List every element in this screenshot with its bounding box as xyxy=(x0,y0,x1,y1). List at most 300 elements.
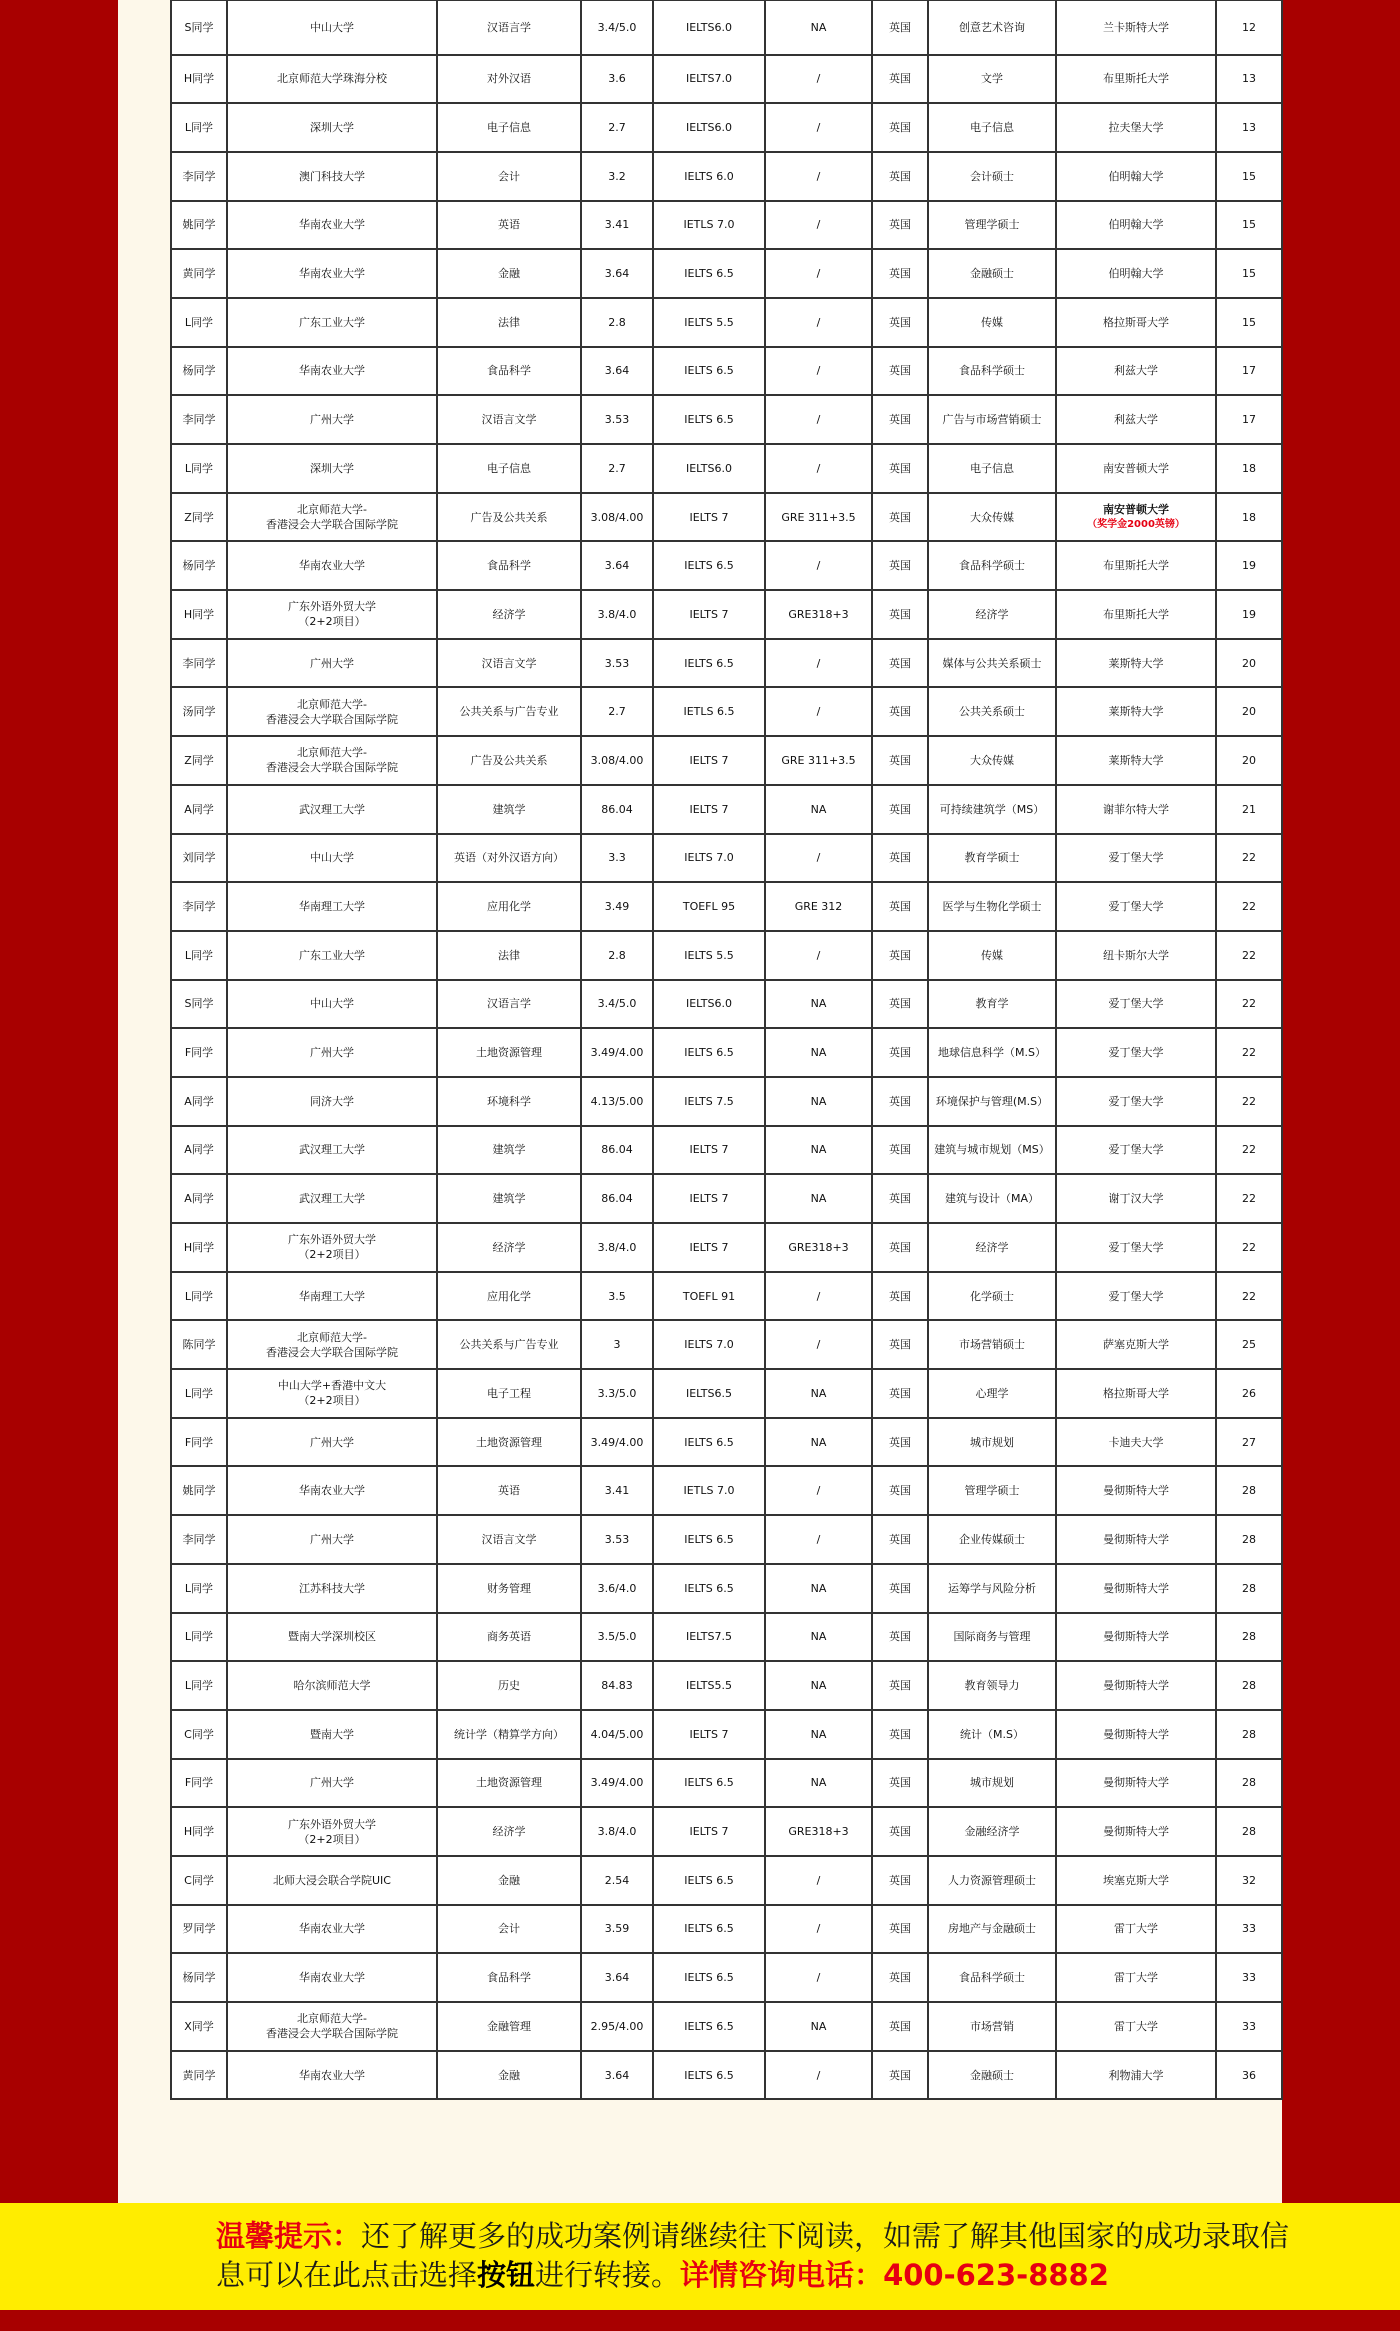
cell-text: 杨同学 xyxy=(182,559,216,573)
cell-text: 英国 xyxy=(889,1532,911,1546)
cell-rank xyxy=(1216,1320,1282,1369)
cell-text: IELTS 5.5 xyxy=(684,948,734,962)
cell-gre xyxy=(765,249,872,298)
table-row xyxy=(171,395,1282,444)
cell-text: 曼彻斯特大学 xyxy=(1103,1825,1169,1839)
cell-text: IELTS 6.5 xyxy=(684,364,734,378)
cell-text: 格拉斯哥大学 xyxy=(1103,315,1169,329)
cell-name xyxy=(171,103,227,152)
cell-rank xyxy=(1216,2051,1282,2100)
cell-rank xyxy=(1216,1807,1282,1856)
cell-country xyxy=(872,1223,928,1272)
cell-text: 金融经济学 xyxy=(964,1825,1020,1839)
cell-rank xyxy=(1216,882,1282,931)
cell-text: 英国 xyxy=(889,315,911,329)
cell-gre xyxy=(765,347,872,396)
cell-rank xyxy=(1216,493,1282,542)
table-row xyxy=(171,249,1282,298)
cell-major xyxy=(437,1126,581,1175)
cell-gre xyxy=(765,1613,872,1662)
cell-rank xyxy=(1216,347,1282,396)
cell-text: 姚同学 xyxy=(182,218,216,232)
cell-name xyxy=(171,590,227,639)
cell-school xyxy=(227,1320,437,1369)
cell-university xyxy=(1056,882,1216,931)
cell-program xyxy=(928,931,1056,980)
cell-language xyxy=(653,103,765,152)
cell-program xyxy=(928,444,1056,493)
cell-gpa xyxy=(581,1126,653,1175)
cell-text: / xyxy=(816,705,821,719)
cell-language xyxy=(653,1710,765,1759)
cell-text: 兰卡斯特大学 xyxy=(1103,20,1169,34)
cell-text: L同学 xyxy=(184,461,214,475)
cell-text: 汉语言文学 xyxy=(481,413,537,427)
cell-university xyxy=(1056,1953,1216,2002)
cell-gre xyxy=(765,1028,872,1077)
cell-gpa xyxy=(581,1515,653,1564)
cell-text: 86.04 xyxy=(601,1143,633,1157)
cell-text: 英国 xyxy=(889,753,911,767)
cell-text: 英国 xyxy=(889,413,911,427)
cell-text: NA xyxy=(810,1435,827,1449)
cell-text: IELTS 7.5 xyxy=(684,1094,734,1108)
cell-text: 华南农业大学 xyxy=(299,1971,365,1985)
cell-text: 萨塞克斯大学 xyxy=(1103,1338,1169,1352)
cell-text: GRE318+3 xyxy=(788,1240,849,1254)
cell-program xyxy=(928,1759,1056,1808)
table-row xyxy=(171,347,1282,396)
cell-text: 金融 xyxy=(498,2068,520,2082)
cell-language xyxy=(653,1953,765,2002)
cell-text: 3.08/4.00 xyxy=(590,510,644,524)
cell-country xyxy=(872,1759,928,1808)
cell-text: 3.5/5.0 xyxy=(597,1630,637,1644)
cell-university xyxy=(1056,1272,1216,1321)
cell-university xyxy=(1056,2051,1216,2100)
cell-program xyxy=(928,1613,1056,1662)
cell-text: 华南理工大学 xyxy=(299,900,365,914)
cell-text: 英国 xyxy=(889,1825,911,1839)
cell-language xyxy=(653,541,765,590)
cell-text: 广东外语外贸大学 （2+2项目） xyxy=(288,600,376,629)
cell-text: / xyxy=(816,1338,821,1352)
cell-university xyxy=(1056,1710,1216,1759)
cell-text: IELTS 7 xyxy=(689,753,729,767)
table-row xyxy=(171,1126,1282,1175)
cell-name xyxy=(171,2002,227,2051)
cell-text: 公共关系与广告专业 xyxy=(459,1338,559,1352)
cell-gre xyxy=(765,639,872,688)
cell-text: IELTS 6.5 xyxy=(684,1435,734,1449)
cell-text: 同济大学 xyxy=(310,1094,354,1108)
cell-school xyxy=(227,834,437,883)
cell-text: 英国 xyxy=(889,559,911,573)
cell-country xyxy=(872,1661,928,1710)
cell-text: 谢菲尔特大学 xyxy=(1103,802,1169,816)
cell-text: 4.13/5.00 xyxy=(590,1094,644,1108)
cell-country xyxy=(872,639,928,688)
cell-text: 法律 xyxy=(498,315,520,329)
cell-gpa xyxy=(581,493,653,542)
cell-text: 曼彻斯特大学 xyxy=(1103,1532,1169,1546)
cell-text: 文学 xyxy=(981,72,1003,86)
cell-text: 心理学 xyxy=(975,1386,1009,1400)
cell-text: NA xyxy=(810,20,827,34)
cell-major xyxy=(437,1,581,55)
table-row xyxy=(171,1028,1282,1077)
cell-text: 19 xyxy=(1242,559,1256,573)
cell-text: 爱丁堡大学 xyxy=(1108,1094,1164,1108)
cell-text: 英国 xyxy=(889,1289,911,1303)
cell-text: 3.64 xyxy=(604,267,630,281)
cell-country xyxy=(872,1,928,55)
cell-university xyxy=(1056,298,1216,347)
cell-text: 广东外语外贸大学 （2+2项目） xyxy=(288,1233,376,1262)
cell-rank xyxy=(1216,980,1282,1029)
cell-gpa xyxy=(581,103,653,152)
cell-text: IELTS 7 xyxy=(689,510,729,524)
cell-text: NA xyxy=(810,1046,827,1060)
cell-rank xyxy=(1216,1174,1282,1223)
cell-text: 北京师范大学珠海分校 xyxy=(277,72,387,86)
cell-text: 华南理工大学 xyxy=(299,1289,365,1303)
cell-text: 33 xyxy=(1242,1971,1256,1985)
cell-country xyxy=(872,736,928,785)
cell-text: 李同学 xyxy=(182,656,216,670)
cell-program xyxy=(928,1564,1056,1613)
cell-major xyxy=(437,1077,581,1126)
cell-text: / xyxy=(816,948,821,962)
cell-text: / xyxy=(816,218,821,232)
cell-text: 英国 xyxy=(889,1435,911,1449)
cell-rank xyxy=(1216,1223,1282,1272)
cell-school xyxy=(227,1418,437,1467)
cell-text: 食品科学硕士 xyxy=(959,1971,1025,1985)
cell-text: S同学 xyxy=(184,997,214,1011)
cell-major xyxy=(437,2051,581,2100)
cell-major xyxy=(437,347,581,396)
cell-name xyxy=(171,1661,227,1710)
cell-text: 爱丁堡大学 xyxy=(1108,1240,1164,1254)
cell-gre xyxy=(765,1272,872,1321)
cell-gre xyxy=(765,1564,872,1613)
cell-major xyxy=(437,55,581,104)
cell-text: 22 xyxy=(1242,948,1256,962)
cell-gre xyxy=(765,882,872,931)
cell-text: 教育学硕士 xyxy=(964,851,1020,865)
cell-university xyxy=(1056,980,1216,1029)
cell-text: 22 xyxy=(1242,1143,1256,1157)
cell-text: 企业传媒硕士 xyxy=(959,1532,1025,1546)
cell-program xyxy=(928,249,1056,298)
cell-text: L同学 xyxy=(184,121,214,135)
cell-country xyxy=(872,1515,928,1564)
cell-text: NA xyxy=(810,1143,827,1157)
cell-major xyxy=(437,931,581,980)
cell-university xyxy=(1056,1028,1216,1077)
cell-language xyxy=(653,590,765,639)
cell-rank xyxy=(1216,249,1282,298)
cell-text: 15 xyxy=(1242,315,1256,329)
cell-program xyxy=(928,882,1056,931)
cell-name xyxy=(171,1028,227,1077)
cell-school xyxy=(227,493,437,542)
cell-major xyxy=(437,1856,581,1905)
cell-major xyxy=(437,395,581,444)
cell-text: 城市规划 xyxy=(970,1435,1014,1449)
cell-name xyxy=(171,1,227,55)
cell-major xyxy=(437,590,581,639)
cell-program xyxy=(928,687,1056,736)
cell-school xyxy=(227,1,437,55)
cell-major xyxy=(437,1466,581,1515)
tip-text-part2: 进行转接。 xyxy=(535,2258,681,2292)
cell-text: 大众传媒 xyxy=(970,510,1014,524)
cell-text: 17 xyxy=(1242,413,1256,427)
cell-text: 医学与生物化学硕士 xyxy=(942,900,1042,914)
cell-school xyxy=(227,1515,437,1564)
cell-text: 英国 xyxy=(889,1338,911,1352)
cell-text: 爱丁堡大学 xyxy=(1108,1143,1164,1157)
cell-text: 3.64 xyxy=(604,1971,630,1985)
cell-text: 英国 xyxy=(889,169,911,183)
cell-gpa xyxy=(581,1807,653,1856)
cell-text: 英国 xyxy=(889,2019,911,2033)
cell-text: 3.5 xyxy=(608,1289,626,1303)
cell-school xyxy=(227,541,437,590)
cell-text: 利物浦大学 xyxy=(1108,2068,1164,2082)
cell-university xyxy=(1056,541,1216,590)
cell-text: Z同学 xyxy=(184,753,214,767)
cell-text: 英国 xyxy=(889,364,911,378)
cell-text: 13 xyxy=(1242,72,1256,86)
cell-text: 雷丁大学 xyxy=(1114,1922,1158,1936)
cell-text: GRE318+3 xyxy=(788,607,849,621)
cell-text: IELTS6.0 xyxy=(685,461,732,475)
table-row xyxy=(171,152,1282,201)
cell-text: IELTS 7 xyxy=(689,1727,729,1741)
cell-program xyxy=(928,1466,1056,1515)
table-row xyxy=(171,444,1282,493)
table-row xyxy=(171,1856,1282,1905)
table-row xyxy=(171,1223,1282,1272)
cell-text: 英国 xyxy=(889,1240,911,1254)
cell-text: 28 xyxy=(1242,1581,1256,1595)
cell-text: / xyxy=(816,72,821,86)
cell-text: 20 xyxy=(1242,705,1256,719)
cell-text: 3.53 xyxy=(604,413,630,427)
cell-text: 12 xyxy=(1242,20,1256,34)
cell-text: 食品科学硕士 xyxy=(959,559,1025,573)
cell-text: 广告及公共关系 xyxy=(470,510,548,524)
cell-text: 会计 xyxy=(498,169,520,183)
cell-text: 可持续建筑学（MS） xyxy=(939,802,1045,816)
cell-text: 埃塞克斯大学 xyxy=(1103,1873,1169,1887)
cell-country xyxy=(872,541,928,590)
cell-text: IELTS 6.5 xyxy=(684,1046,734,1060)
cell-country xyxy=(872,347,928,396)
cell-name xyxy=(171,1856,227,1905)
cell-major xyxy=(437,444,581,493)
cell-gpa xyxy=(581,1174,653,1223)
cell-text: 土地资源管理 xyxy=(476,1046,542,1060)
cell-university xyxy=(1056,55,1216,104)
cell-text: 33 xyxy=(1242,2019,1256,2033)
cell-major xyxy=(437,1759,581,1808)
table-row xyxy=(171,1613,1282,1662)
table-row xyxy=(171,1466,1282,1515)
table-row xyxy=(171,834,1282,883)
cell-text: 管理学硕士 xyxy=(964,218,1020,232)
cell-text: 暨南大学 xyxy=(310,1727,354,1741)
cell-text: 经济学 xyxy=(975,1240,1009,1254)
phone-number[interactable]: 400-623-8882 xyxy=(883,2258,1109,2292)
cell-major xyxy=(437,1174,581,1223)
cell-text: IELTS 7.0 xyxy=(684,851,734,865)
cell-text: 曼彻斯特大学 xyxy=(1103,1727,1169,1741)
cell-text: 3.08/4.00 xyxy=(590,753,644,767)
cell-language xyxy=(653,55,765,104)
cell-text: NA xyxy=(810,2019,827,2033)
cell-text: 15 xyxy=(1242,169,1256,183)
cell-gpa xyxy=(581,1466,653,1515)
cell-text: 经济学 xyxy=(492,1240,526,1254)
cell-major xyxy=(437,1661,581,1710)
cell-program xyxy=(928,785,1056,834)
cell-text: 电子工程 xyxy=(487,1386,531,1400)
cell-name xyxy=(171,201,227,250)
cell-text: 伯明翰大学 xyxy=(1108,218,1164,232)
cell-text: 华南农业大学 xyxy=(299,2068,365,2082)
table-row xyxy=(171,2002,1282,2051)
cell-text: GRE318+3 xyxy=(788,1825,849,1839)
cell-text: 英国 xyxy=(889,1971,911,1985)
cell-gpa xyxy=(581,395,653,444)
cell-name xyxy=(171,834,227,883)
cell-program xyxy=(928,1905,1056,1954)
cell-text: 哈尔滨师范大学 xyxy=(293,1679,371,1693)
cell-text: 中山大学+香港中文大 （2+2项目） xyxy=(277,1379,387,1408)
cell-gre xyxy=(765,1223,872,1272)
cell-school xyxy=(227,1272,437,1321)
cell-gre xyxy=(765,103,872,152)
cell-gpa xyxy=(581,1905,653,1954)
table-row xyxy=(171,541,1282,590)
cell-rank xyxy=(1216,590,1282,639)
cell-text: 拉夫堡大学 xyxy=(1108,121,1164,135)
cell-rank xyxy=(1216,1515,1282,1564)
table-row xyxy=(171,1710,1282,1759)
cell-text: 经济学 xyxy=(492,1825,526,1839)
cell-school xyxy=(227,444,437,493)
cell-name xyxy=(171,882,227,931)
cell-language xyxy=(653,1905,765,1954)
cell-text: 金融 xyxy=(498,1873,520,1887)
cell-text: 广州大学 xyxy=(310,1046,354,1060)
cell-text: 传媒 xyxy=(981,315,1003,329)
cell-text: 3.64 xyxy=(604,559,630,573)
cell-text: 刘同学 xyxy=(182,851,216,865)
cell-text: 杨同学 xyxy=(182,1971,216,1985)
cell-rank xyxy=(1216,1759,1282,1808)
cell-text: IELTS 6.5 xyxy=(684,559,734,573)
cell-text: A同学 xyxy=(184,1094,214,1108)
switch-button-word[interactable]: 按钮 xyxy=(477,2258,536,2292)
cell-text: C同学 xyxy=(184,1873,214,1887)
cell-language xyxy=(653,2051,765,2100)
cell-text: 英国 xyxy=(889,656,911,670)
cell-gpa xyxy=(581,55,653,104)
cell-text: 3.6/4.0 xyxy=(597,1581,637,1595)
cell-text: 广告及公共关系 xyxy=(470,753,548,767)
cell-text: 李同学 xyxy=(182,169,216,183)
cell-program xyxy=(928,1,1056,55)
cell-text: 3.64 xyxy=(604,364,630,378)
cell-gpa xyxy=(581,1369,653,1418)
cell-university xyxy=(1056,1613,1216,1662)
cell-major xyxy=(437,1272,581,1321)
cell-rank xyxy=(1216,395,1282,444)
cell-text: 江苏科技大学 xyxy=(299,1581,365,1595)
cell-text: 3.4/5.0 xyxy=(597,997,637,1011)
cell-text: 3.41 xyxy=(604,1484,630,1498)
cell-name xyxy=(171,639,227,688)
cell-country xyxy=(872,1613,928,1662)
cell-major xyxy=(437,736,581,785)
cell-text: NA xyxy=(810,1386,827,1400)
cell-text: / xyxy=(816,364,821,378)
cell-rank xyxy=(1216,1418,1282,1467)
table-row xyxy=(171,736,1282,785)
cell-text: 25 xyxy=(1242,1338,1256,1352)
cell-text: 18 xyxy=(1242,461,1256,475)
cell-text: 李同学 xyxy=(182,413,216,427)
cell-program xyxy=(928,639,1056,688)
cell-text: F同学 xyxy=(184,1776,214,1790)
admission-cases-table xyxy=(170,0,1283,2100)
cell-text: 英语（对外汉语方向） xyxy=(454,851,564,865)
cell-name xyxy=(171,541,227,590)
cell-school xyxy=(227,1564,437,1613)
cell-program xyxy=(928,201,1056,250)
cell-name xyxy=(171,298,227,347)
table-row xyxy=(171,1564,1282,1613)
cell-text: 汉语言文学 xyxy=(481,656,537,670)
cell-major xyxy=(437,1953,581,2002)
cell-text: 环境保护与管理(M.S） xyxy=(935,1094,1049,1108)
cell-text: 人力资源管理硕士 xyxy=(948,1873,1036,1887)
footer-notice xyxy=(216,2217,1296,2295)
cell-rank xyxy=(1216,736,1282,785)
cell-gpa xyxy=(581,882,653,931)
cell-major xyxy=(437,2002,581,2051)
cell-name xyxy=(171,1418,227,1467)
cell-language xyxy=(653,2002,765,2051)
cell-country xyxy=(872,1856,928,1905)
cell-text: 市场营销硕士 xyxy=(959,1338,1025,1352)
cell-text: 32 xyxy=(1242,1873,1256,1887)
cell-text: 3.2 xyxy=(608,169,626,183)
cell-major xyxy=(437,785,581,834)
cell-country xyxy=(872,493,928,542)
cell-country xyxy=(872,1126,928,1175)
cell-name xyxy=(171,1126,227,1175)
cell-text: 英国 xyxy=(889,1143,911,1157)
cell-name xyxy=(171,736,227,785)
cell-text: 曼彻斯特大学 xyxy=(1103,1679,1169,1693)
cell-gpa xyxy=(581,1223,653,1272)
